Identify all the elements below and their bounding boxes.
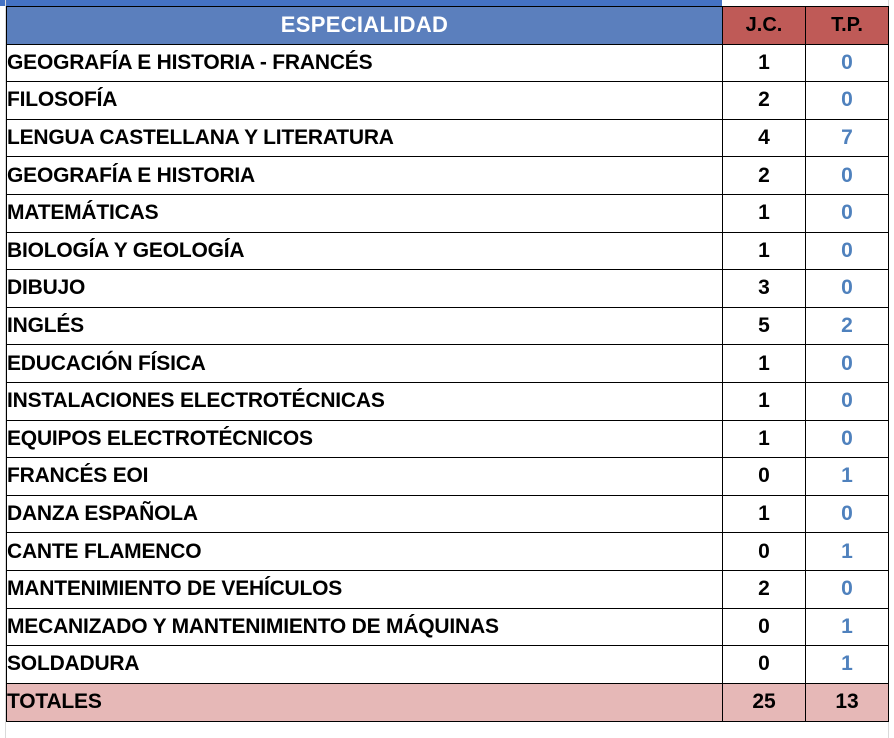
jc-cell[interactable]: 5 [723, 307, 806, 345]
tp-cell[interactable]: 1 [806, 608, 889, 646]
tp-cell[interactable]: 0 [806, 270, 889, 308]
tp-cell[interactable]: 0 [806, 382, 889, 420]
tp-cell[interactable]: 0 [806, 345, 889, 383]
totals-row [7, 683, 889, 721]
tp-cell[interactable]: 1 [806, 533, 889, 571]
totals-jc[interactable]: 25 [723, 683, 806, 721]
specialty-cell[interactable]: DANZA ESPAÑOLA [7, 495, 723, 533]
specialty-cell[interactable]: FRANCÉS EOI [7, 458, 723, 496]
header-specialty[interactable]: ESPECIALIDAD [7, 7, 723, 45]
tp-cell[interactable]: 0 [806, 232, 889, 270]
header-row [7, 7, 889, 45]
specialty-cell[interactable]: SOLDADURA [7, 646, 723, 684]
jc-cell[interactable]: 2 [723, 82, 806, 120]
tp-cell[interactable]: 0 [806, 44, 889, 82]
specialty-cell[interactable]: EQUIPOS ELECTROTÉCNICOS [7, 420, 723, 458]
jc-cell[interactable]: 1 [723, 194, 806, 232]
specialty-cell[interactable]: LENGUA CASTELLANA Y LITERATURA [7, 119, 723, 157]
jc-cell[interactable]: 2 [723, 157, 806, 195]
tp-cell[interactable]: 0 [806, 495, 889, 533]
tp-cell[interactable]: 0 [806, 194, 889, 232]
specialty-cell[interactable]: BIOLOGÍA Y GEOLOGÍA [7, 232, 723, 270]
table-row [7, 608, 889, 646]
tp-cell[interactable]: 0 [806, 420, 889, 458]
table-row [7, 570, 889, 608]
jc-cell[interactable]: 1 [723, 495, 806, 533]
table-row [7, 270, 889, 308]
table-row [7, 458, 889, 496]
table-row [7, 533, 889, 571]
specialty-cell[interactable]: INSTALACIONES ELECTROTÉCNICAS [7, 382, 723, 420]
tp-cell[interactable]: 1 [806, 646, 889, 684]
table-row [7, 495, 889, 533]
tp-cell[interactable]: 0 [806, 157, 889, 195]
specialty-cell[interactable]: DIBUJO [7, 270, 723, 308]
jc-cell[interactable]: 0 [723, 646, 806, 684]
tp-cell[interactable]: 2 [806, 307, 889, 345]
table-row [7, 232, 889, 270]
jc-cell[interactable]: 3 [723, 270, 806, 308]
specialty-cell[interactable]: CANTE FLAMENCO [7, 533, 723, 571]
table-row [7, 307, 889, 345]
table-row [7, 82, 889, 120]
jc-cell[interactable]: 1 [723, 232, 806, 270]
specialty-cell[interactable]: INGLÉS [7, 307, 723, 345]
header-tp[interactable]: T.P. [806, 7, 889, 45]
table-row [7, 119, 889, 157]
specialty-cell[interactable]: MANTENIMIENTO DE VEHÍCULOS [7, 570, 723, 608]
jc-cell[interactable]: 1 [723, 345, 806, 383]
header-jc[interactable]: J.C. [723, 7, 806, 45]
table-row [7, 382, 889, 420]
specialty-cell[interactable]: GEOGRAFÍA E HISTORIA [7, 157, 723, 195]
totals-tp[interactable]: 13 [806, 683, 889, 721]
tp-cell[interactable]: 0 [806, 570, 889, 608]
table-row [7, 194, 889, 232]
table-row [7, 44, 889, 82]
jc-cell[interactable]: 0 [723, 533, 806, 571]
jc-cell[interactable]: 1 [723, 420, 806, 458]
specialty-cell[interactable]: FILOSOFÍA [7, 82, 723, 120]
specialty-cell[interactable]: EDUCACIÓN FÍSICA [7, 345, 723, 383]
jc-cell[interactable]: 0 [723, 458, 806, 496]
jc-cell[interactable]: 2 [723, 570, 806, 608]
totals-label[interactable]: TOTALES [7, 683, 723, 721]
table-row [7, 646, 889, 684]
table-row [7, 157, 889, 195]
table-row [7, 345, 889, 383]
tp-cell[interactable]: 1 [806, 458, 889, 496]
specialty-table [6, 6, 889, 722]
specialty-cell[interactable]: MATEMÁTICAS [7, 194, 723, 232]
jc-cell[interactable]: 1 [723, 382, 806, 420]
specialty-cell[interactable]: GEOGRAFÍA E HISTORIA - FRANCÉS [7, 44, 723, 82]
specialty-cell[interactable]: MECANIZADO Y MANTENIMIENTO DE MÁQUINAS [7, 608, 723, 646]
tp-cell[interactable]: 7 [806, 119, 889, 157]
jc-cell[interactable]: 1 [723, 44, 806, 82]
jc-cell[interactable]: 0 [723, 608, 806, 646]
table-row [7, 420, 889, 458]
tp-cell[interactable]: 0 [806, 82, 889, 120]
jc-cell[interactable]: 4 [723, 119, 806, 157]
